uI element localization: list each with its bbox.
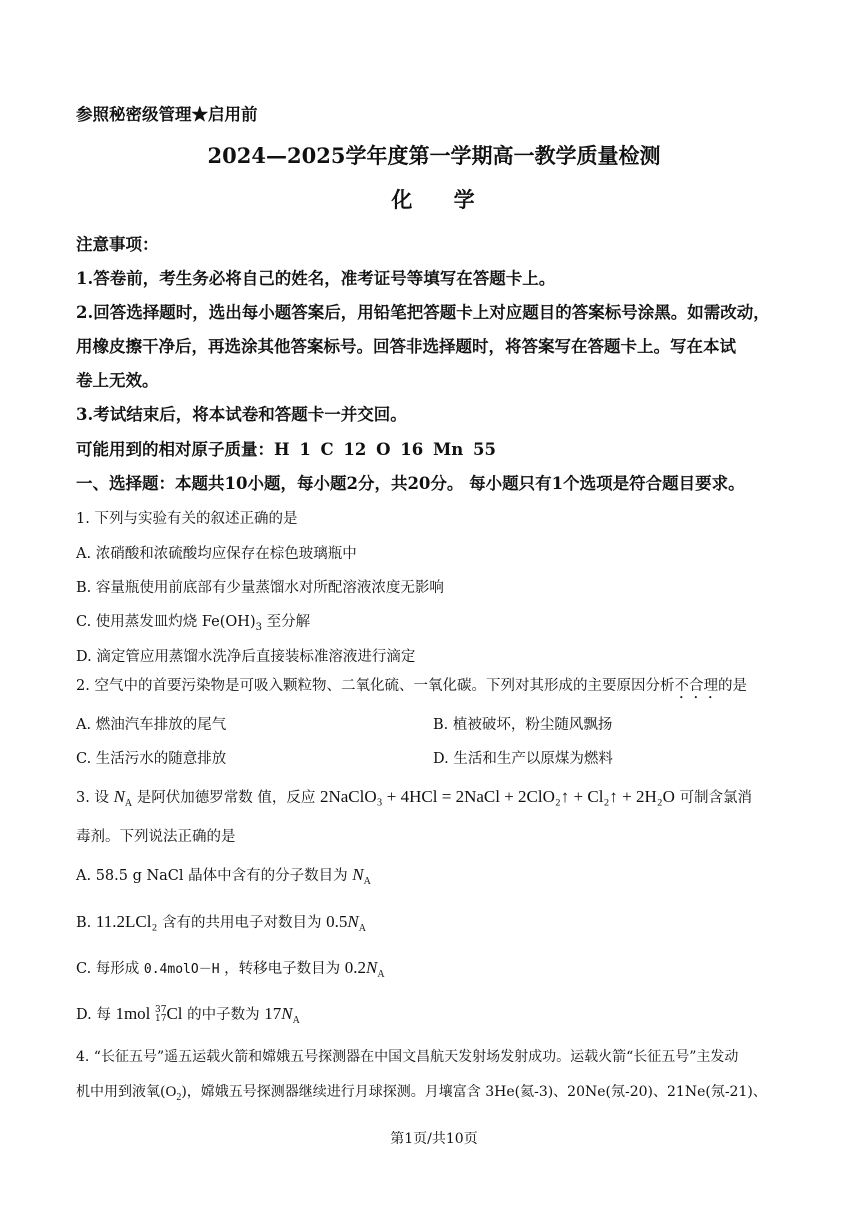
section-1-heading: 一、选择题：本题共10小题，每小题2分，共20分。 每小题只有1个选项是符合题目要求。 xyxy=(76,474,745,493)
q3-option-a: A. 58.5 g NaCl 晶体中含有的分子数目为 $N_A$ xyxy=(76,865,371,887)
q1-option-a: A. 浓硝酸和浓硫酸均应保存在棕色玻璃瓶中 xyxy=(76,546,357,562)
q1-option-c: C. 使用蒸发皿灼烧 $Fe(OH)_3$ 至分解 xyxy=(76,614,311,633)
subject-title: 化 学 xyxy=(391,187,477,212)
q1-option-b: B. 容量瓶使用前底部有少量蒸馏水对所配溶液浓度无影响 xyxy=(76,580,444,596)
q2-stem: 2. 空气中的首要污染物是可吸入颗粒物、二氧化硫、一氧化碳。下列对其形成的主要原因分析不合理的是 xyxy=(76,678,747,694)
q1-stem: 1. 下列与实验有关的叙述正确的是 xyxy=(76,511,298,527)
q4-stem-line-1: 4. “长征五号”遥五运载火箭和嫦娥五号探测器在中国文昌航天发射场发射成功。运载火箭“长征五号”主发动 xyxy=(76,1049,739,1065)
q3-stem-line-2: 毒剂。下列说法正确的是 xyxy=(76,829,236,845)
q3-option-d: D. 每 1mol 37 17 Cl 的中子数为 $17N_A$ xyxy=(76,1004,300,1026)
page-footer: 第1页/共10页 xyxy=(390,1131,478,1147)
q3-equation: 2NaClO₃ + 4HCl = 2NaCl + 2ClO₂↑ + Cl₂↑ + 2H₂O xyxy=(319,787,675,806)
q2-option-d: D. 生活和生产以原煤为燃料 xyxy=(433,751,613,767)
note-3: 3.考试结束后，将本试卷和答题卡一并交回。 xyxy=(76,405,407,424)
q4-stem-line-2: 机中用到液氧$(O_2)$，嫦娥五号探测器继续进行月球探测。月壤富含 3He(氦-3)、20Ne(氖-20)、21Ne(氖-21)、 xyxy=(76,1084,767,1103)
atomic-masses: 可能用到的相对原子质量：H 1 C 12 O 16 Mn 55 xyxy=(76,440,496,459)
note-2-line-1: 2.回答选择题时，选出每小题答案后，用铅笔把答题卡上对应题目的答案标号涂黑。如需改动， xyxy=(76,303,770,322)
q3-option-b: B. 11.2LCl₂ 含有的共用电子对数目为 $0.5N_A$ xyxy=(76,912,366,934)
q2-option-c: C. 生活污水的随意排放 xyxy=(76,751,227,767)
confidential-label: 参照秘密级管理★启用前 xyxy=(76,105,258,124)
note-2-line-2: 用橡皮擦干净后，再选涂其他答案标号。回答非选择题时，将答案写在答题卡上。写在本试 xyxy=(76,337,736,356)
exam-title: 2024—2025学年度第一学期高一教学质量检测 xyxy=(207,143,661,168)
q1-option-d: D. 滴定管应用蒸馏水洗净后直接装标准溶液进行滴定 xyxy=(76,649,416,665)
q3-option-c: C. 每形成 0.4molO－H ，转移电子数目为 $0.2N_A$ xyxy=(76,958,385,980)
q2-option-b: B. 植被破坏，粉尘随风飘扬 xyxy=(433,717,613,733)
q3-stem: 3. 设 $N_A$ 是阿伏加德罗常数 值，反应 2NaClO₃ + 4HCl = 2NaCl + 2ClO₂↑ + Cl₂↑ + 2H₂O 可制含氯消 xyxy=(76,787,753,809)
isotope-numbers: 37 17 xyxy=(155,1005,167,1024)
q2-option-a: A. 燃油汽车排放的尾气 xyxy=(76,717,227,733)
notes-heading: 注意事项： xyxy=(76,235,159,254)
note-2-line-3: 卷上无效。 xyxy=(76,371,159,390)
note-1: 1.答卷前，考生务必将自己的姓名，准考证号等填写在答题卡上。 xyxy=(76,269,556,288)
